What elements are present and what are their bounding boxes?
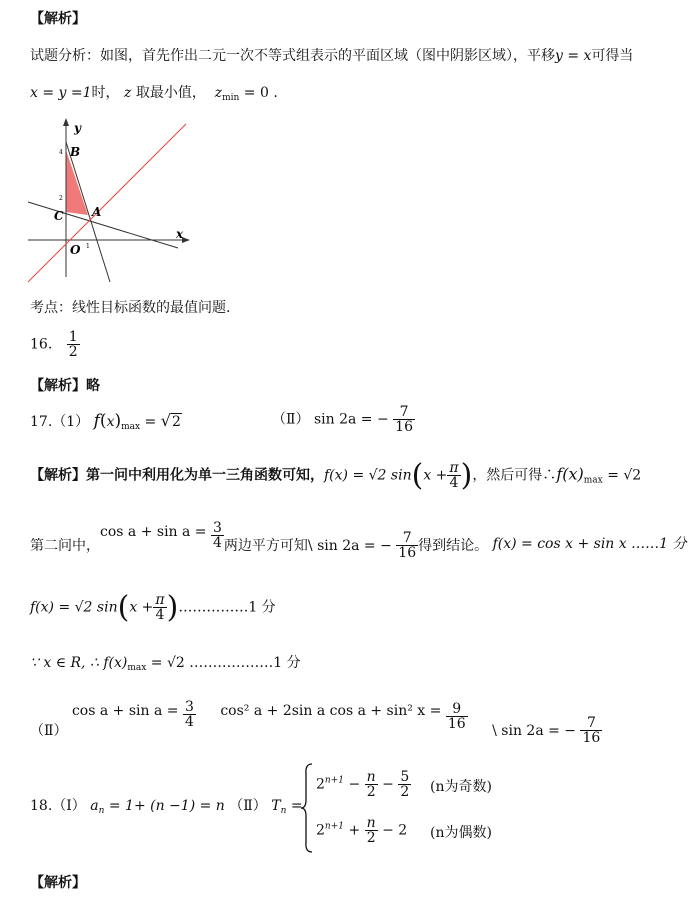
subscript-n: n xyxy=(280,806,287,816)
frac-numerator: 1 xyxy=(68,329,78,345)
constraint-line-2 xyxy=(28,202,178,248)
q17-analysis-line-1: 【解析】第一问中利用化为单一三角函数可知，f(x) = √2 sin(x + $\frac{\pi}{4}$ )，然后可得$\therefore f(x)_{max} = √2$ xyxy=(30,458,642,493)
f-of-x: f(x) xyxy=(556,464,584,484)
score-1-point: ……………1 分 xyxy=(178,599,276,616)
left-brace-icon xyxy=(300,762,314,854)
part-ii-label: （Ⅱ） xyxy=(272,411,310,428)
three-quarters xyxy=(183,700,196,729)
frac-numerator: 5 xyxy=(400,769,410,785)
part-ii-label: （Ⅱ） xyxy=(30,722,68,739)
sin2a-result: \ sin 2a = − xyxy=(492,722,577,739)
tick-4: 4 xyxy=(59,149,63,156)
analysis-line-1 xyxy=(30,45,633,65)
subscript-max: max xyxy=(127,663,147,673)
exponent: n+1 xyxy=(324,775,344,786)
q17-analysis-line-2 xyxy=(30,515,687,561)
objective-line-y-eq-x xyxy=(28,124,186,282)
test-point-line: 考点：线性目标函数的最值问题. xyxy=(30,300,231,316)
five-halves xyxy=(398,770,411,799)
text-square-both: 两边平方可知\ sin 2a = − xyxy=(223,537,392,554)
section-heading-bottom: 【解析】 xyxy=(30,875,86,891)
analysis-line-2 xyxy=(30,82,278,103)
frac-denominator: 16 xyxy=(395,419,413,435)
q18-cond-odd: (n为奇数) xyxy=(430,779,492,795)
analysis-lead: 【解析】第一问中利用化为单一三角函数可知， xyxy=(30,467,324,484)
text-then: ，然后可得∴ xyxy=(472,467,557,484)
x-plus: x + xyxy=(129,599,154,616)
exponent: n+1 xyxy=(324,821,344,832)
label-B: B xyxy=(70,145,81,159)
base-2: 2 xyxy=(316,776,325,793)
frac-denominator: 4 xyxy=(449,475,459,491)
seven-sixteenths xyxy=(580,716,602,745)
base-2: 2 xyxy=(316,822,325,839)
var-a: a xyxy=(90,798,99,814)
q17-fraction xyxy=(393,405,415,434)
frac-numerator: 3 xyxy=(213,520,222,536)
frac-denominator: 2 xyxy=(366,784,376,800)
label-O: O xyxy=(70,243,81,257)
seven-sixteenths xyxy=(396,531,418,560)
nine-sixteenths xyxy=(446,702,468,731)
f-cos-sin: f(x) = cos x + sin x ……1 分 xyxy=(492,535,687,552)
frac-denominator: 16 xyxy=(582,730,601,746)
cos-plus-sin: cos a + sin a = xyxy=(100,523,207,540)
q16-fraction xyxy=(67,330,80,359)
n-over-2 xyxy=(365,816,378,845)
q17-step-line-3: f(x) = √2 sin(x + $\frac{\pi}{4}$ )……………1 分 xyxy=(30,590,276,625)
frac-denominator: 4 xyxy=(213,535,222,551)
label-y: y xyxy=(74,121,81,135)
equals-sign: = xyxy=(290,798,303,814)
q18-case-odd xyxy=(316,770,411,799)
frac-denominator: 2 xyxy=(366,830,376,846)
minus-sign: − xyxy=(348,776,361,793)
q16-analysis: 【解析】略 xyxy=(30,378,100,394)
section-heading: 【解析】 xyxy=(30,11,86,27)
sin2a-expr: sin 2a = − xyxy=(313,411,389,428)
max-value-score: = √2 ………………1 分 xyxy=(150,655,301,671)
analysis-text: 试题分析：如图，首先作出二元一次不等式组表示的平面区域（图中阴影区域），平移 xyxy=(30,48,555,64)
because-x-in-R: ∵ x ∈ R, ∴ f(x) xyxy=(30,655,128,671)
sqrt-value: 2 xyxy=(171,414,181,430)
label-x: x xyxy=(176,227,184,241)
cos-plus-sin: cos a + sin a = xyxy=(71,702,179,719)
equation-y-eq-x: y = x xyxy=(555,48,592,64)
equation-x-y-1: x = y =1 xyxy=(30,85,92,101)
three-quarters xyxy=(211,521,224,550)
subscript-max: max xyxy=(121,422,141,432)
q18-case-even xyxy=(316,816,407,845)
pi-symbol: π xyxy=(155,592,165,608)
x-plus: x + xyxy=(423,467,448,484)
tick-1: 1 xyxy=(86,243,90,250)
var-x: x xyxy=(106,414,115,430)
pi-symbol: π xyxy=(449,460,459,476)
zmin-value: = 0 . xyxy=(243,85,278,101)
equals-sign: = xyxy=(144,414,157,430)
label-A: A xyxy=(92,205,102,219)
frac-numerator: 7 xyxy=(580,716,602,731)
q16-number: 16. xyxy=(30,336,53,353)
frac-numerator: 7 xyxy=(393,405,415,420)
q18-answer xyxy=(30,795,303,816)
squared-expr: cos² a + 2sin a cos a + sin² x = xyxy=(220,702,442,719)
q17-part2-answer xyxy=(272,405,415,434)
part-ii-label: （Ⅱ） xyxy=(229,798,267,814)
frac-numerator: 7 xyxy=(396,531,418,546)
f-sqrt2-sin: f(x) = √2 sin xyxy=(30,599,118,616)
tick-2: 2 xyxy=(59,195,63,202)
q17-answer: 17.（1） $f(x)_{max} = √2$ xyxy=(30,411,181,432)
subscript-max: max xyxy=(583,475,603,486)
q17-part2-solution xyxy=(30,694,602,746)
frac-numerator: n xyxy=(366,769,376,785)
max-value: = √2 xyxy=(607,467,642,484)
frac-numerator: n xyxy=(366,815,376,831)
var-f: f xyxy=(93,411,100,431)
frac-denominator: 4 xyxy=(155,607,165,623)
subscript-min: min xyxy=(222,93,240,103)
f-expr: f(x) = √2 sin xyxy=(324,467,412,484)
q18-number: 18.（Ⅰ） xyxy=(30,798,86,814)
frac-denominator: 16 xyxy=(447,716,466,732)
var-z: z xyxy=(123,85,132,101)
text-conclusion: 得到结论。 xyxy=(418,537,489,554)
minus-two: − 2 xyxy=(382,822,408,839)
frac-denominator: 2 xyxy=(400,784,410,800)
text-part-two: 第二问中， xyxy=(30,537,100,554)
subscript-n: n xyxy=(98,806,105,816)
minus-sign: − xyxy=(382,776,394,793)
var-T: T xyxy=(271,798,281,814)
frac-denominator: 16 xyxy=(398,545,417,561)
q18-cond-even: (n为偶数) xyxy=(430,825,492,841)
frac-numerator: 3 xyxy=(184,699,194,715)
q17-step-line-4 xyxy=(30,652,301,673)
an-formula: = 1+ (n −1) = n xyxy=(108,798,225,814)
analysis-text-tail: 可得当 xyxy=(591,48,634,64)
x-axis-arrow-icon xyxy=(182,237,190,243)
var-zmin: z xyxy=(214,85,223,101)
pi-over-4 xyxy=(447,461,460,490)
label-C: C xyxy=(54,209,64,223)
pi-over-4 xyxy=(153,593,166,622)
n-over-2 xyxy=(365,770,378,799)
shaded-region xyxy=(66,150,88,215)
feasible-region-graph xyxy=(26,112,191,287)
text-shi: 时， xyxy=(91,85,120,101)
frac-numerator: 9 xyxy=(446,702,468,717)
frac-denominator: 2 xyxy=(68,344,78,360)
text-min-value: 取最小值， xyxy=(135,85,206,101)
plus-sign: + xyxy=(348,822,361,839)
frac-denominator: 4 xyxy=(184,714,194,730)
q17-number: 17.（1） xyxy=(30,414,90,430)
q16-answer xyxy=(30,330,80,359)
y-axis-arrow-icon xyxy=(63,118,69,126)
